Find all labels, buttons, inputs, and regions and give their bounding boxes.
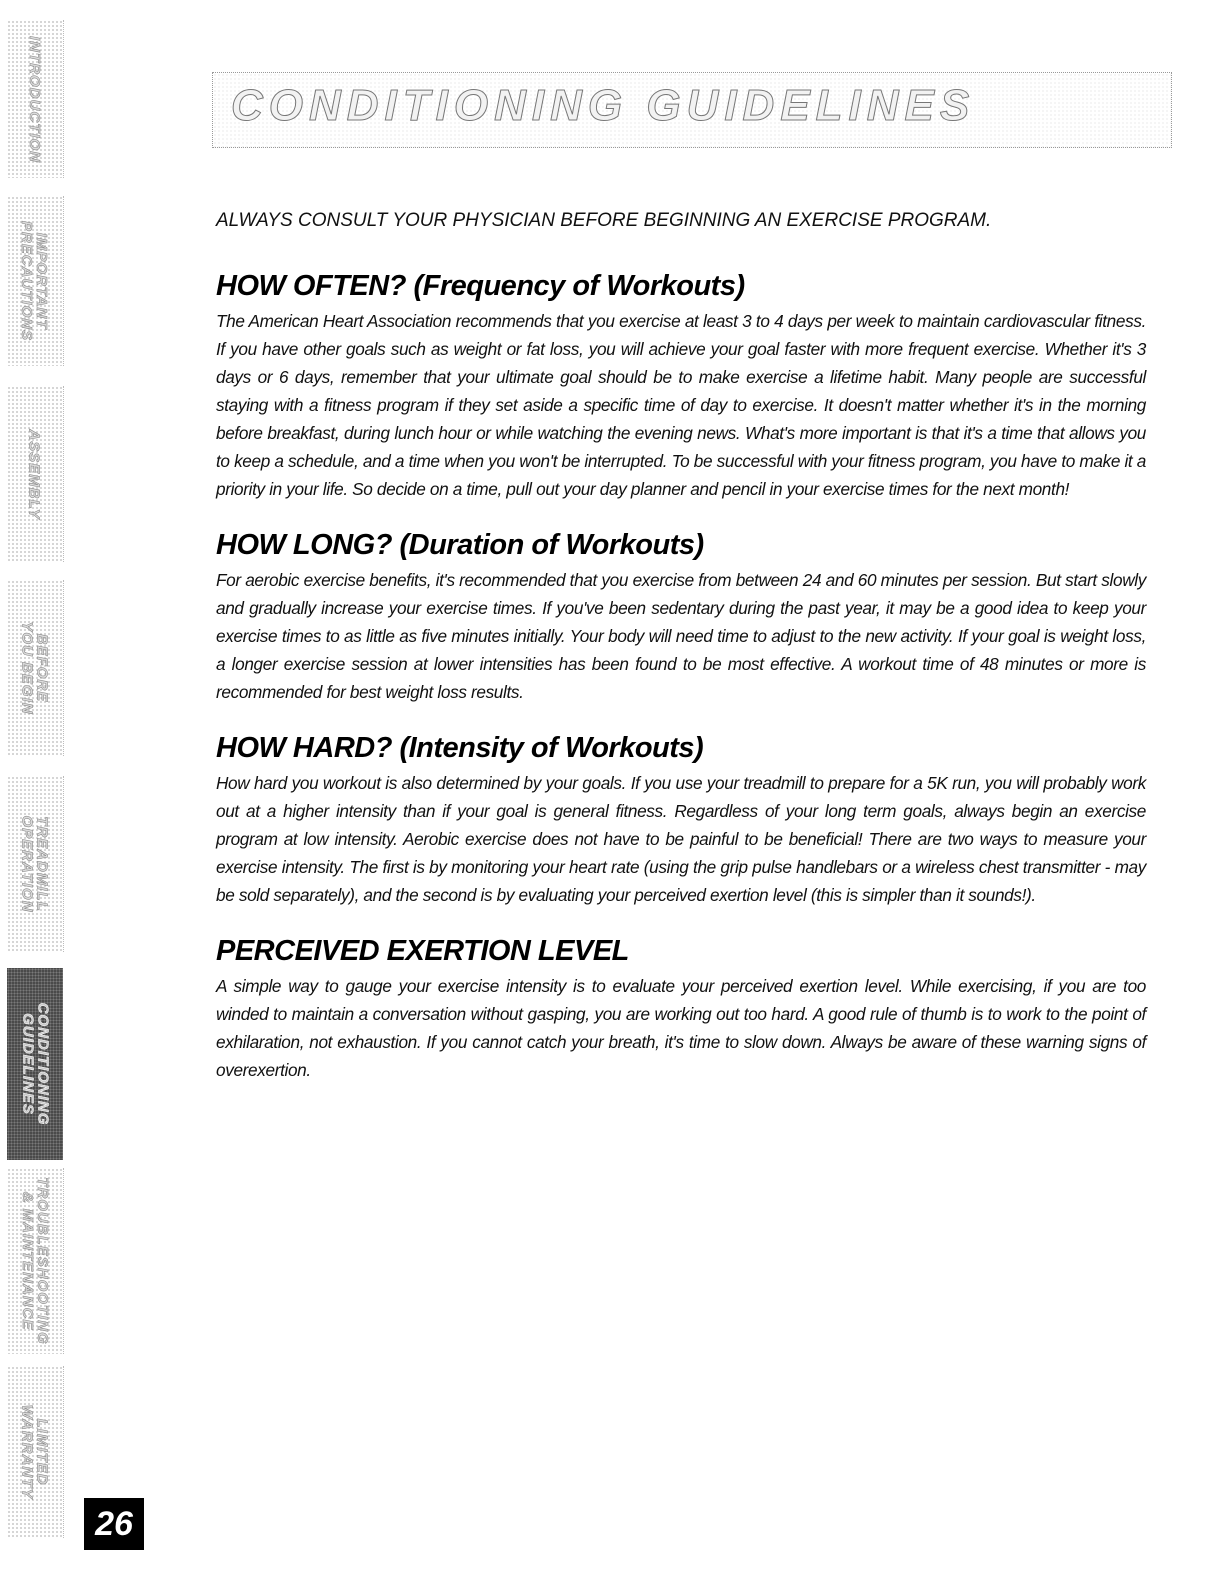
sidebar-tab-introduction[interactable] bbox=[0, 20, 70, 178]
sidebar-tab-label: ASSEMBLY bbox=[26, 428, 44, 520]
physician-warning: ALWAYS CONSULT YOUR PHYSICIAN BEFORE BEGINNING AN EXERCISE PROGRAM. bbox=[216, 210, 992, 231]
section-body: For aerobic exercise benefits, it's recommended that you exercise from between 24 and 60 minutes per session. But start slowly and gradually increase your exercise times. If you've been sedentary during the past year, it may be a good idea to keep your exercise times to as little as five minutes initially. Your body will need time to adjust to the new activity. If your goal is weight loss, a longer exercise session at lower intensities has been found to be most effective. A workout time of 48 minutes or more is recommended for best weight loss results. bbox=[216, 570, 1146, 702]
section-body: The American Heart Association recommends that you exercise at least 3 to 4 days per week to maintain cardiovascular fitness. If you have other goals such as weight or fat loss, you will achieve your goal faster with more frequent exercise. Whether it's 3 days or 6 days, remember that your ultimate goal should be to make exercise a lifetime habit. Many people are successful staying with a fitness program if they set aside a specific time of day to exercise. It doesn't matter whether it's in the morning before breakfast, during lunch hour or while watching the evening news. What's more important is that it's a time that allows you to keep a schedule, and a time when you won't be interrupted. To be successful with your fitness program, you have to make it a priority in your life. So decide on a time, pull out your day planner and pencil in your exercise times for the next month! bbox=[216, 311, 1146, 499]
sidebar-tab-before-you-begin[interactable] bbox=[0, 580, 70, 756]
page-title: CONDITIONING GUIDELINES bbox=[231, 81, 976, 130]
section-heading: HOW HARD? (Intensity of Workouts) bbox=[216, 732, 704, 764]
page-number: 26 bbox=[84, 1498, 144, 1550]
sidebar-tab-treadmill-operation[interactable] bbox=[0, 776, 70, 952]
section-intensity bbox=[216, 732, 1146, 909]
section-heading: HOW LONG? (Duration of Workouts) bbox=[216, 529, 704, 561]
section-perceived-exertion bbox=[216, 935, 1146, 1084]
sidebar-tab-important-precautions[interactable] bbox=[0, 196, 70, 366]
sidebar-tab-conditioning-guidelines[interactable] bbox=[0, 968, 70, 1160]
sidebar-tab-label: INTRODUCTION bbox=[26, 35, 43, 163]
section-frequency bbox=[216, 270, 1146, 503]
main-content bbox=[216, 210, 1146, 1110]
sidebar-tab-label: LIMITED WARRANTY bbox=[18, 1404, 51, 1500]
section-heading: PERCEIVED EXERTION LEVEL bbox=[216, 935, 629, 967]
sidebar-tab-label: TROUBLESHOOTING & MAINTENANCE bbox=[18, 1177, 51, 1345]
sidebar-tab-label: CONDITIONING GUIDELINES bbox=[19, 1002, 51, 1126]
sidebar-tab-label: TREADMILL OPERATION bbox=[18, 815, 51, 913]
section-heading: HOW OFTEN? (Frequency of Workouts) bbox=[216, 270, 745, 302]
sidebar-tab-limited-warranty[interactable] bbox=[0, 1366, 70, 1538]
sidebar-tab-assembly[interactable] bbox=[0, 386, 70, 562]
sidebar-tab-troubleshooting-maintenance[interactable] bbox=[0, 1168, 70, 1354]
section-body: A simple way to gauge your exercise intensity is to evaluate your perceived exertion level. While exercising, if you are too winded to maintain a conversation without gasping, you are working out too hard. A good rule of thumb is to work to the point of exhilaration, not exhaustion. If you cannot catch your breath, it's time to slow down. Always be aware of these warning signs of overexertion. bbox=[216, 976, 1146, 1080]
header-banner bbox=[212, 72, 1172, 148]
sidebar-tab-label: BEFORE YOU BEGIN bbox=[18, 621, 51, 715]
section-duration bbox=[216, 529, 1146, 706]
section-body: How hard you workout is also determined by your goals. If you use your treadmill to prepare for a 5K run, you will probably work out at a higher intensity than if your goal is general fitness. Regardless of your long term goals, always begin an exercise program at low intensity. Aerobic exercise does not have to be painful to be beneficial! There are two ways to measure your exercise intensity. The first is by monitoring your heart rate (using the grip pulse handlebars or a wireless chest transmitter - may be sold separately), and the second is by evaluating your perceived exertion level (this is simpler than it sounds!). bbox=[216, 773, 1146, 905]
sidebar-tab-label: IMPORTANT PRECAUTIONS bbox=[18, 220, 51, 342]
